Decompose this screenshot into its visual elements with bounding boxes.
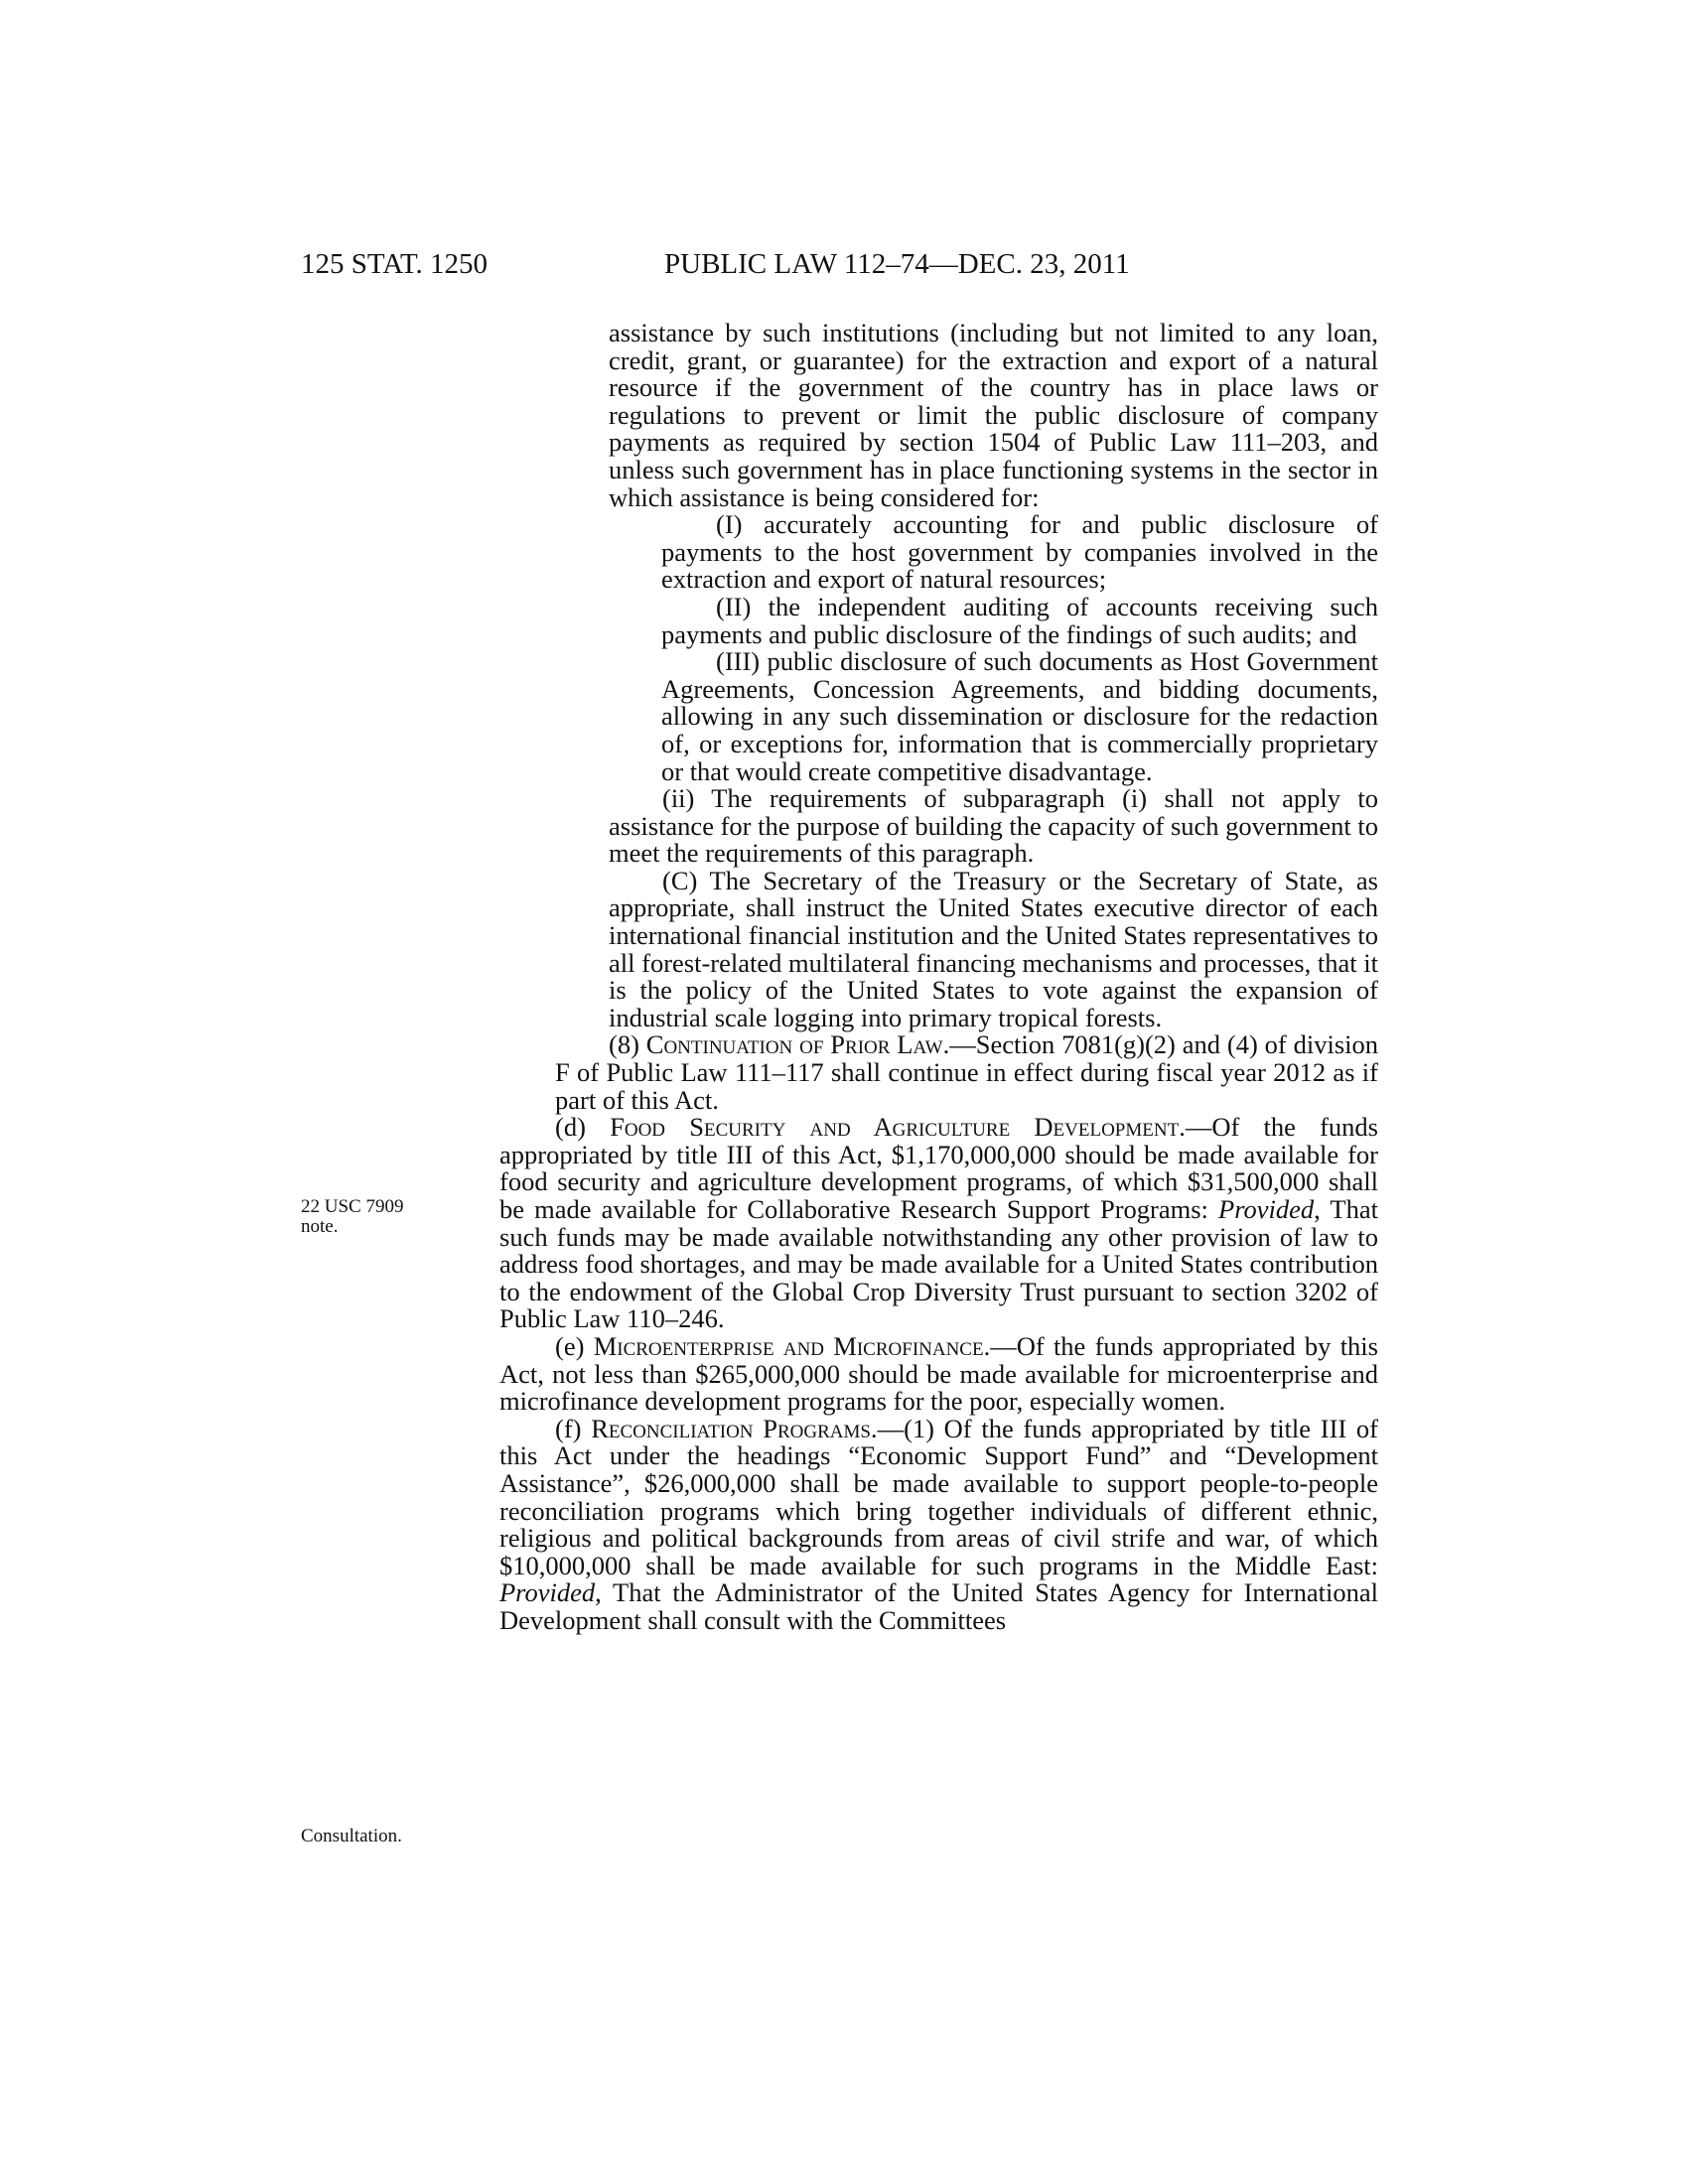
subsection-d-letter: (d) (555, 1112, 611, 1143)
margin-note-usc (301, 1197, 403, 1237)
subsection-e (499, 1330, 1378, 1417)
subsection-e-text: —Of the funds appropriated by this Act, not less than $265,000,000 should be made available for microenterprise and microfinance development programs for the poor, especially women. (499, 1330, 1378, 1417)
subparagraph-C: (C) The Secretary of the Treasury or the Secretary of State, as appropriate, shall instruct the United States executive director of each international financial institution and the United States representatives to all forest-related multilateral financing mechanisms and processes, that it is the policy of the United States to vote against the expansion of industrial scale logging into primary tropical forests. (609, 865, 1378, 1032)
running-head: PUBLIC LAW 112–74—DEC. 23, 2011 (664, 248, 1130, 280)
statute-page-reference: 125 STAT. 1250 (301, 248, 489, 280)
subsection-d-provided: Provided (1218, 1194, 1315, 1224)
margin-note-consultation: Consultation. (301, 1826, 402, 1846)
subsection-f-text-continued: , That the Administrator of the United States Agency for International Development shall consult with the Committees (499, 1577, 1378, 1635)
clause-ii: (ii) The requirements of subparagraph (i) shall not apply to assistance for the purpose of building the capacity of such government to meet the requirements of this paragraph. (609, 783, 1378, 869)
paragraph-8-number: (8) (609, 1029, 646, 1060)
paragraph-8-text: —Section 7081(g)(2) and (4) of division F of Public Law 111–117 shall continue in effect during fiscal year 2012 as if part of this Act. (555, 1029, 1378, 1115)
subsection-f-heading: Reconciliation Programs. (591, 1413, 878, 1443)
margin-note-usc-line1: 22 USC 7909 (301, 1196, 404, 1217)
subsection-f-text: —(1) Of the funds appropriated by title III of this Act under the headings “Economic Support Fund” and “Development Assistance”, $26,000,000 shall be made available to support people-to-people reconciliation programs which bring together individuals of different ethnic, religious and political backgrounds from areas of civil strife and war, of which $10,000,000 shall be made available for such programs in the Middle East: (499, 1413, 1379, 1580)
paragraph-8-heading: Continuation of Prior Law. (645, 1029, 950, 1060)
clause-II: (II) the independent auditing of accounts receiving such payments and public disclosure of the findings of such audits; and (661, 591, 1378, 649)
subsection-d-heading: Food Security and Agriculture Development. (610, 1112, 1186, 1143)
page-header (0, 248, 1688, 288)
paragraph-8 (555, 1031, 1378, 1114)
clause-III: (III) public disclosure of such documents as Host Government Agreements, Concession Agreements, and bidding documents, allowing in any such dissemination or disclosure for the redaction of, or exceptions for, information that is commercially proprietary or that would create competitive disadvantage. (661, 646, 1378, 786)
margin-note-usc-line2: note. (301, 1216, 339, 1237)
subsection-d (499, 1114, 1378, 1333)
body-text (499, 320, 1378, 1635)
subsection-f (499, 1413, 1379, 1635)
subsection-f-provided: Provided (499, 1577, 596, 1608)
subsection-d-text-continued: , That such funds may be made available notwithstanding any other provision of law to address food shortages, and may be made available for a United States contribution to the endowment of the Global Crop Diversity Trust pursuant to section 3202 of Public Law 110–246. (499, 1194, 1378, 1334)
subsection-e-letter: (e) (555, 1330, 594, 1361)
subsection-d-text: —Of the funds appropriated by title III of this Act, $1,170,000,000 should be made available for food security and agriculture development programs, of which $31,500,000 shall be made available for Collaborative Research Support Programs: (499, 1112, 1378, 1224)
clause-I: (I) accurately accounting for and public disclosure of payments to the host government by companies involved in the extraction and export of natural resources; (661, 509, 1378, 595)
subsection-e-heading: Microenterprise and Microfinance. (593, 1330, 991, 1361)
paragraph-assistance: assistance by such institutions (including but not limited to any loan, credit, grant, or guarantee) for the extraction and export of a natural resource if the government of the country has in place laws or regulations to prevent or limit the public disclosure of company payments as required by section 1504 of Public Law 111–203, and unless such government has in place functioning systems in the sector in which assistance is being considered for: (609, 318, 1378, 512)
subsection-f-letter: (f) (555, 1413, 592, 1443)
